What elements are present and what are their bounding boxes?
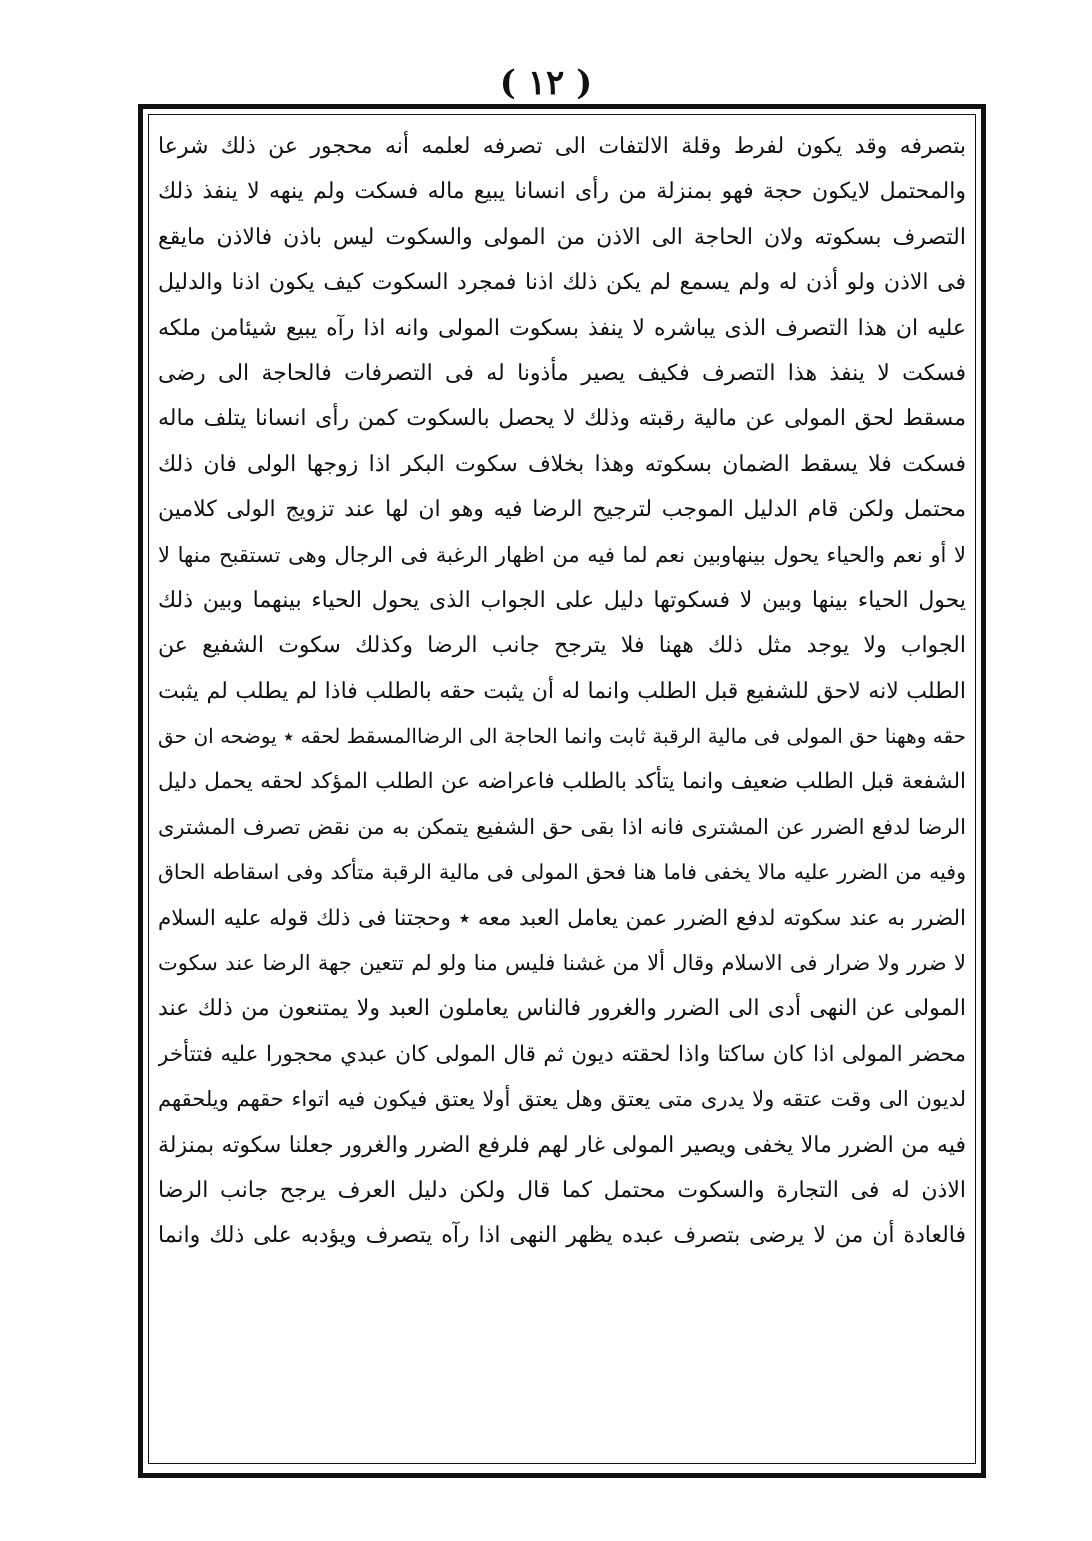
text-line: فسكت فلا يسقط الضمان بسكوته وهذا بخلاف سكوت البكر اذا زوجها الولى فان ذلك (158, 451, 966, 477)
text-line: الشفعة قبل الطلب ضعيف وانما يتأكد بالطلب فاعراضه عن الطلب المؤكد لحقه يحمل دليل (158, 769, 966, 795)
text-line: بتصرفه وقد يكون لفرط وقلة الالتفات الى تصرفه لعلمه أنه محجور عن ذلك شرعا (158, 134, 966, 159)
text-line: الرضا لدفع الضرر عن المشترى فانه اذا بقى حق الشفيع يتمكن به من نقض تصرف المشترى (158, 814, 966, 839)
text-line: عليه ان هذا التصرف الذى يباشره لا ينفذ بسكوت المولى وانه اذا رآه يبيع شيئامن ملكه (158, 315, 966, 341)
text-line: الاذن له فى التجارة والسكوت محتمل كما قال ولكن دليل العرف يرجح جانب الرضا (158, 1177, 966, 1203)
page-number: ( ١٢ ) (499, 63, 593, 103)
text-line: لا ضرر ولا ضرار فى الاسلام وقال ألا من غشنا فليس منا ولو لم تتعين جهة الرضا عند سكوت (158, 951, 966, 976)
text-line: فالعادة أن من لا يرضى بتصرف عبده يظهر النهى اذا رآه يتصرف ويؤدبه على ذلك وانما (158, 1223, 966, 1249)
text-line: الضرر به عند سكوته لدفع الضرر عمن يعامل العبد معه ٭ وحجتنا فى ذلك قوله عليه السلام (158, 905, 966, 931)
text-line: لديون الى وقت عتقه ولا يدرى متى يعتق وهل يعتق أولا يعتق فيكون فيه اتواء حقهم ويلحقهم (158, 1087, 966, 1112)
text-line: الطلب لانه لاحق للشفيع قبل الطلب وانما له أن يثبت حقه بالطلب فاذا لم يطلب لم يثبت (158, 678, 966, 704)
text-body (158, 124, 966, 1454)
text-line: حقه وههنا حق المولى فى مالية الرقبة ثابت وانما الحاجة الى الرضاالمسقط لحقه ٭ يوضحه ان حق (158, 724, 966, 749)
text-line: المولى عن النهى أدى الى الضرر والغرور فالناس يعاملون العبد ولا يمتنعون من ذلك عند (158, 996, 966, 1022)
text-line: محتمل ولكن قام الدليل الموجب لترجيح الرضا فيه وهو ان لها عند تزويج الولى كلامين (158, 497, 966, 523)
text-line: وفيه من الضرر عليه مالا يخفى فاما هنا فحق المولى فى مالية الرقبة متأكد وفى اسقاطه الحاق (158, 860, 966, 885)
text-line: يحول الحياء بينها وبين لا فسكوتها دليل على الجواب الذى يحول الحياء بينهما وبين ذلك (158, 587, 966, 613)
text-line: فى الاذن ولو أذن له ولم يسمع لم يكن ذلك اذنا فمجرد السكوت كيف يكون اذنا والدليل (158, 270, 966, 296)
text-line: مسقط لحق المولى عن مالية رقبته وذلك لا يحصل بالسكوت كمن رأى انسانا يتلف ماله (158, 406, 966, 432)
text-line: محضر المولى اذا كان ساكتا واذا لحقته ديون ثم قال المولى كان عبدي محجورا عليه فتتأخر (158, 1041, 966, 1067)
text-line: والمحتمل لايكون حجة فهو بمنزلة من رأى انسانا يبيع ماله فسكت ولم ينهه لا ينفذ ذلك (158, 179, 966, 205)
text-line: الجواب ولا يوجد مثل ذلك ههنا فلا يترجح جانب الرضا وكذلك سكوت الشفيع عن (158, 633, 966, 659)
text-line: التصرف بسكوته ولان الحاجة الى الاذن من المولى والسكوت ليس باذن فالاذن مايقع (158, 224, 966, 250)
text-line: فسكت لا ينفذ هذا التصرف فكيف يصير مأذونا له فى التصرفات فالحاجة الى رضى (158, 360, 966, 386)
text-line: فيه من الضرر مالا يخفى ويصير المولى غار لهم فلرفع الضرر والغرور جعلنا سكوته بمنزلة (158, 1132, 966, 1158)
text-line: لا أو نعم والحياء يحول بينهاوبين نعم لما فيه من اظهار الرغبة فى الرجال وهى تستقبح منها لا (158, 542, 966, 567)
